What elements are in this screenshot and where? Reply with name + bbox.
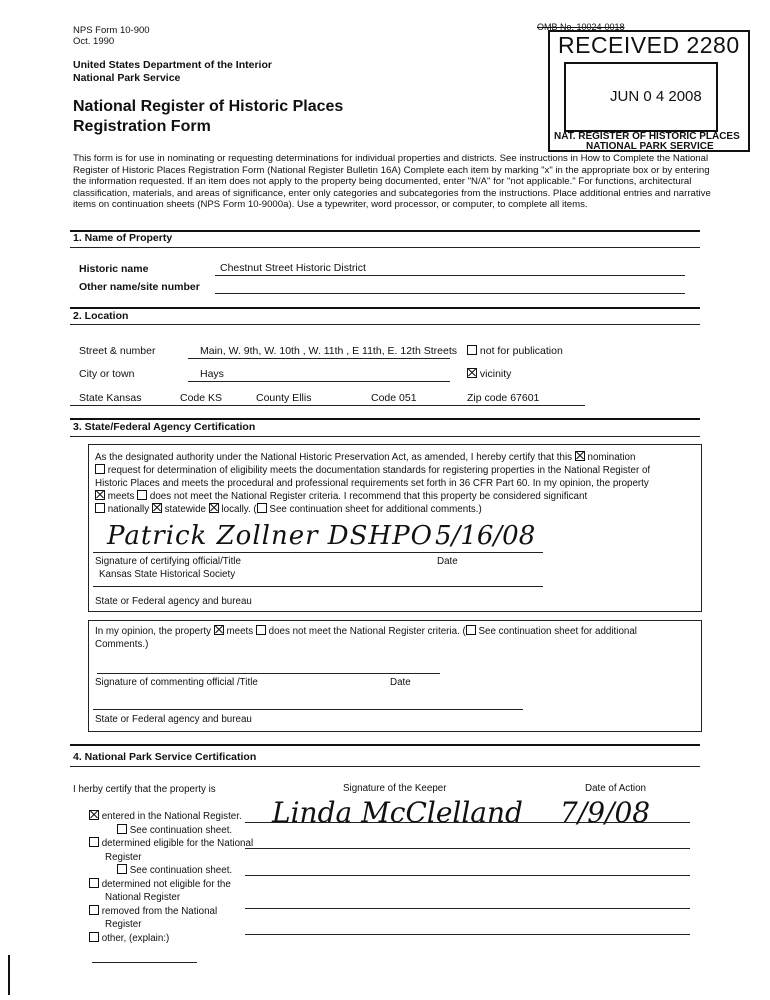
status-entered[interactable] — [89, 810, 253, 824]
cert-text-4: does not meet the National Register criteria. I recommend that this property be considered significant — [149, 491, 588, 502]
signature-line — [97, 673, 440, 674]
form-title: National Register of Historic Places — [73, 98, 344, 115]
cert-line-5 — [95, 503, 695, 516]
not-pub-label: not for publication — [479, 345, 563, 357]
street-value[interactable]: Main, W. 9th, W. 10th , W. 11th , E 11th, E. 12th Streets — [200, 345, 457, 357]
county-field: County Ellis — [256, 392, 312, 404]
not-for-publication[interactable] — [467, 345, 563, 358]
entered-label: entered in the National Register. — [101, 811, 242, 822]
checkbox[interactable] — [137, 490, 147, 500]
divider — [70, 744, 700, 746]
divider — [70, 436, 700, 437]
op-cont-label: See continuation sheet for additional — [478, 626, 637, 637]
divider — [70, 324, 700, 325]
divider — [70, 307, 700, 309]
sig-label: Signature of certifying official/Title — [95, 556, 241, 567]
op-meets-label: meets — [226, 626, 254, 637]
meets-label: meets — [107, 491, 135, 502]
certify-text: I herby certify that the property is — [73, 784, 216, 795]
locally-label: locally. ( — [221, 504, 257, 515]
checkbox[interactable] — [466, 625, 476, 635]
field-line — [215, 293, 685, 294]
state-code: Code KS — [180, 392, 223, 404]
cert-line-1 — [95, 451, 695, 464]
action-label: Date of Action — [585, 783, 646, 794]
cont-label: See continuation sheet for additional comments.) — [269, 504, 482, 515]
checkbox-checked[interactable] — [214, 625, 224, 635]
checkbox-checked[interactable] — [152, 503, 162, 513]
checkbox[interactable] — [467, 345, 477, 355]
other-label: other, (explain:) — [101, 932, 170, 944]
divider — [70, 418, 700, 420]
other-name-label: Other name/site number — [79, 281, 200, 293]
opinion-text-1: In my opinion, the property — [95, 626, 211, 637]
status-see2[interactable] — [89, 864, 253, 878]
instructions-line: This form is for use in nominating or requesting determinations for individual properties and districts. See instructions in How to Complete the National — [73, 153, 709, 164]
historic-name-value[interactable]: Chestnut Street Historic District — [220, 262, 366, 274]
cert-line-4 — [95, 490, 695, 503]
field-line — [245, 934, 690, 935]
field-line — [70, 405, 585, 406]
see1-label: See continuation sheet. — [129, 824, 233, 836]
field-line — [93, 586, 543, 587]
omb-number: OMB No. 10024-0018 — [537, 22, 625, 32]
statewide-label: statewide — [164, 504, 206, 515]
cert-text-1: As the designated authority under the National Historic Preservation Act, as amended, I hereby certify that this — [95, 452, 573, 463]
divider — [70, 247, 700, 248]
date-label: Date — [437, 556, 458, 567]
historic-name-label: Historic name — [79, 263, 149, 275]
certifying-signature: Patrick Zollner DSHPO — [107, 521, 433, 551]
instructions-line: the information requested. If an item does not apply to the property being documented, enter "N/A" for "not applicable." For functions, architectural — [73, 176, 692, 187]
service: National Park Service — [73, 72, 181, 84]
nomination-label: nomination — [587, 452, 636, 463]
instructions-line: items on continuation sheets (NPS Form 10-9000a). Use a typewriter, word processor, or computer, to complete all items. — [73, 199, 588, 210]
received-stamp — [548, 30, 750, 152]
register1-label: Register — [105, 851, 142, 863]
checkbox[interactable] — [89, 905, 99, 915]
opinion-line — [95, 625, 695, 638]
bureau2-label: State or Federal agency and bureau — [95, 714, 252, 725]
see2-label: See continuation sheet. — [129, 865, 233, 876]
scan-mark — [8, 955, 10, 995]
register2-label: National Register — [105, 892, 181, 903]
field-line — [188, 381, 450, 382]
received-text: RECEIVED 2280 — [558, 32, 740, 58]
section-3-heading: 3. State/Federal Agency Certification — [73, 421, 256, 433]
society: Kansas State Historical Society — [99, 569, 236, 580]
checkbox[interactable] — [89, 878, 99, 888]
street-label: Street & number — [79, 345, 156, 357]
signature-line — [93, 552, 543, 553]
op-comments: Comments.) — [95, 639, 149, 650]
checkbox[interactable] — [89, 932, 99, 942]
status-see1[interactable] — [89, 824, 253, 838]
section-4-heading: 4. National Park Service Certification — [73, 751, 257, 763]
certification-box — [88, 444, 702, 612]
field-line — [92, 962, 197, 963]
nationally-label: nationally — [107, 504, 150, 515]
state-field: State Kansas — [79, 392, 142, 404]
removed-label: removed from the National — [101, 905, 218, 917]
eligible-label: determined eligible for the National — [101, 838, 254, 849]
status-other[interactable] — [89, 932, 253, 946]
cert-text — [95, 451, 695, 516]
checkbox[interactable] — [117, 824, 127, 834]
city-value[interactable]: Hays — [200, 368, 224, 380]
nps-status-list — [89, 810, 253, 945]
checkbox[interactable] — [95, 464, 105, 474]
keeper-signature: Linda McClelland — [272, 796, 523, 829]
checkbox-checked[interactable] — [95, 490, 105, 500]
vicinity[interactable] — [467, 368, 511, 381]
form-date: Oct. 1990 — [73, 36, 115, 47]
op-not-label: does not meet the National Register criteria. ( — [268, 626, 466, 637]
county-code: Code 051 — [371, 392, 417, 404]
cert-text-3: Historic Places and meets the procedural and professional requirements set forth in 36 CFR Part 60. In my opinion, the property — [95, 478, 649, 489]
field-line — [93, 709, 523, 710]
field-line — [215, 275, 685, 276]
field-line — [245, 908, 690, 909]
checkbox-checked[interactable] — [209, 503, 219, 513]
stamp-line2: NATIONAL PARK SERVICE — [586, 141, 714, 152]
checkbox[interactable] — [89, 837, 99, 847]
status-eligible[interactable] — [89, 837, 253, 851]
instructions — [73, 153, 713, 211]
bureau-label: State or Federal agency and bureau — [95, 596, 252, 607]
form-subtitle: Registration Form — [73, 118, 211, 135]
cert-line-2 — [95, 464, 695, 477]
register3-label: Register — [105, 919, 142, 930]
cert-text-2: request for determination of eligibility meets the documentation standards for registering properties in the National Register of — [107, 465, 651, 476]
section-1-heading: 1. Name of Property — [73, 232, 173, 244]
certifying-date: 5/16/08 — [435, 521, 536, 551]
zip-code: Zip code 67601 — [467, 392, 540, 404]
field-line — [188, 358, 450, 359]
field-line — [245, 848, 690, 849]
action-date: 7/9/08 — [560, 796, 651, 829]
checkbox-checked[interactable] — [89, 810, 99, 820]
divider — [70, 766, 700, 767]
department: United States Department of the Interior — [73, 59, 272, 71]
instructions-line: Register of Historic Places Registration Form (National Register Bulletin 16A) Complete each item by marking "x" in the appropriate box or by entering — [73, 164, 710, 176]
stamp-date-box — [564, 62, 718, 132]
keeper-signature-line — [245, 822, 690, 823]
stamp-line1: NAT. REGISTER OF HISTORIC PLACES — [554, 131, 740, 142]
comment-sig-label: Signature of commenting official /Title — [95, 677, 258, 688]
checkbox[interactable] — [256, 625, 266, 635]
instructions-line: classification, materials, and areas of significance, enter only categories and subcategories from the instructions. Place additional entries and narrative — [73, 187, 711, 199]
field-line — [245, 875, 690, 876]
city-label: City or town — [79, 368, 135, 380]
opinion-text — [95, 625, 695, 651]
checkbox[interactable] — [117, 864, 127, 874]
comment-date-label: Date — [390, 677, 411, 688]
checkbox[interactable] — [257, 503, 267, 513]
keeper-label: Signature of the Keeper — [343, 783, 447, 794]
not-eligible-label: determined not eligible for the — [101, 878, 231, 890]
form-number: NPS Form 10-900 — [73, 25, 150, 36]
vicinity-label: vicinity — [479, 368, 512, 380]
checkbox-checked[interactable] — [575, 451, 585, 461]
status-not-eligible[interactable] — [89, 878, 253, 892]
section-2-heading: 2. Location — [73, 310, 129, 322]
stamp-date: JUN 0 4 2008 — [610, 88, 702, 105]
opinion-box — [88, 620, 702, 732]
checkbox[interactable] — [95, 503, 105, 513]
checkbox-checked[interactable] — [467, 368, 477, 378]
status-removed[interactable] — [89, 905, 253, 919]
